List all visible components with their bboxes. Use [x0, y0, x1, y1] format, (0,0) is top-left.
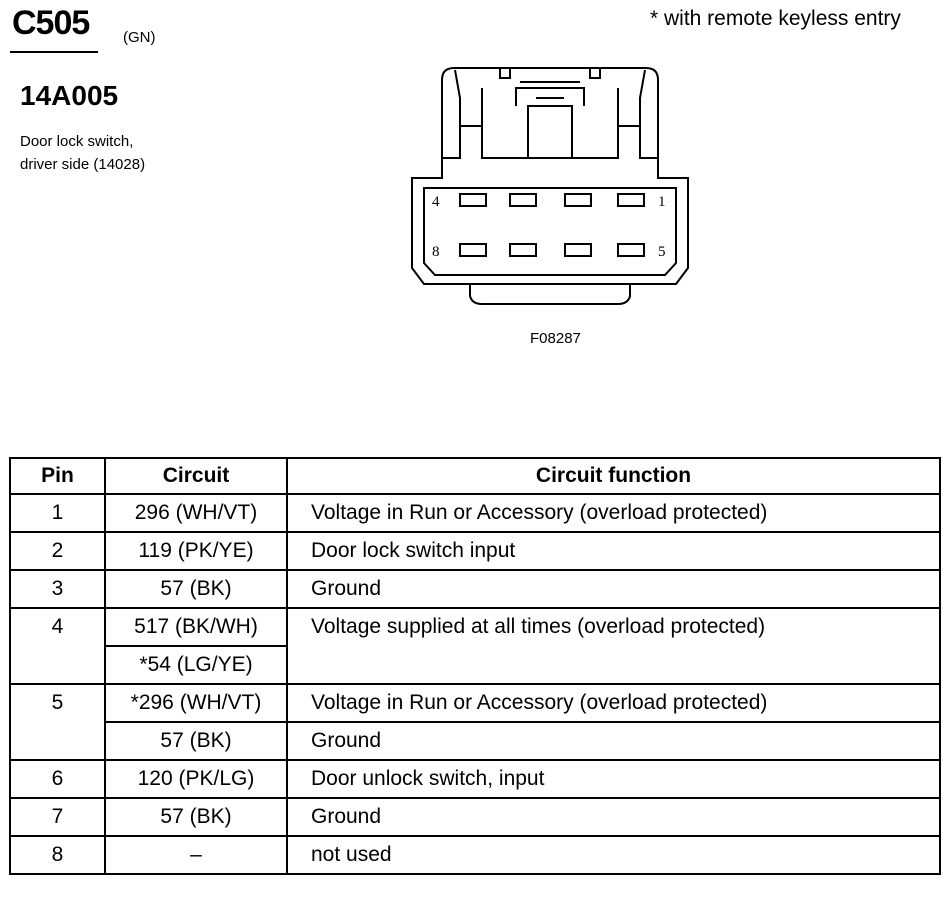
table-row — [10, 570, 940, 608]
terminal-1 — [618, 194, 644, 206]
table-row — [10, 608, 940, 646]
pin-label-5: 5 — [658, 244, 666, 260]
header-function: Circuit function — [287, 458, 940, 494]
table-row — [10, 760, 940, 798]
pin-cell: 7 — [10, 798, 105, 836]
connector-id-underline — [10, 51, 98, 53]
circuit-cell: 57 (BK) — [105, 722, 287, 760]
pin-cell: 6 — [10, 760, 105, 798]
part-number: 14A005 — [20, 80, 119, 111]
function-cell: Ground — [287, 798, 940, 836]
connector-color: (GN) — [123, 29, 156, 46]
description-line-1: Door lock switch, — [20, 133, 134, 150]
header-pin: Pin — [10, 458, 105, 494]
table-row — [10, 836, 940, 874]
table-row — [10, 684, 940, 722]
function-cell: Voltage in Run or Accessory (overload protected) — [287, 684, 940, 722]
pin-label-4: 4 — [432, 194, 440, 210]
terminal-6 — [565, 244, 591, 256]
circuit-cell: 57 (BK) — [105, 798, 287, 836]
circuit-cell: – — [105, 836, 287, 874]
pin-label-1: 1 — [658, 194, 666, 210]
table-row — [10, 722, 940, 760]
function-cell: Voltage in Run or Accessory (overload protected) — [287, 494, 940, 532]
terminal-3 — [510, 194, 536, 206]
function-cell: not used — [287, 836, 940, 874]
terminal-8 — [460, 244, 486, 256]
table-row — [10, 798, 940, 836]
terminal-4 — [460, 194, 486, 206]
header-circuit: Circuit — [105, 458, 287, 494]
pin-cell: 3 — [10, 570, 105, 608]
connector-id: C505 — [12, 4, 90, 42]
circuit-cell: 120 (PK/LG) — [105, 760, 287, 798]
pin-label-8: 8 — [432, 244, 440, 260]
function-cell: Ground — [287, 570, 940, 608]
description-line-2: driver side (14028) — [20, 156, 146, 173]
circuit-cell: *54 (LG/YE) — [105, 646, 287, 684]
terminal-7 — [510, 244, 536, 256]
pin-cell: 1 — [10, 494, 105, 532]
bottom-latch-tab — [470, 284, 630, 304]
pin-table — [9, 457, 941, 875]
circuit-cell: *296 (WH/VT) — [105, 684, 287, 722]
function-cell: Door unlock switch, input — [287, 760, 940, 798]
terminal-5 — [618, 244, 644, 256]
pin-cell: 8 — [10, 836, 105, 874]
function-cell: Door lock switch input — [287, 532, 940, 570]
pin-cell: 4 — [10, 608, 105, 684]
table-row — [10, 494, 940, 532]
circuit-cell: 296 (WH/VT) — [105, 494, 287, 532]
pin-cell: 2 — [10, 532, 105, 570]
table-row — [10, 532, 940, 570]
pin-cell: 5 — [10, 684, 105, 760]
table-header-row — [10, 458, 940, 494]
figure-id: F08287 — [530, 330, 581, 347]
connector-diagram — [400, 58, 700, 308]
circuit-cell: 57 (BK) — [105, 570, 287, 608]
circuit-cell: 517 (BK/WH) — [105, 608, 287, 646]
footnote: * with remote keyless entry — [650, 7, 901, 30]
function-cell: Voltage supplied at all times (overload protected) — [287, 608, 940, 684]
terminal-2 — [565, 194, 591, 206]
function-cell: Ground — [287, 722, 940, 760]
circuit-cell: 119 (PK/YE) — [105, 532, 287, 570]
